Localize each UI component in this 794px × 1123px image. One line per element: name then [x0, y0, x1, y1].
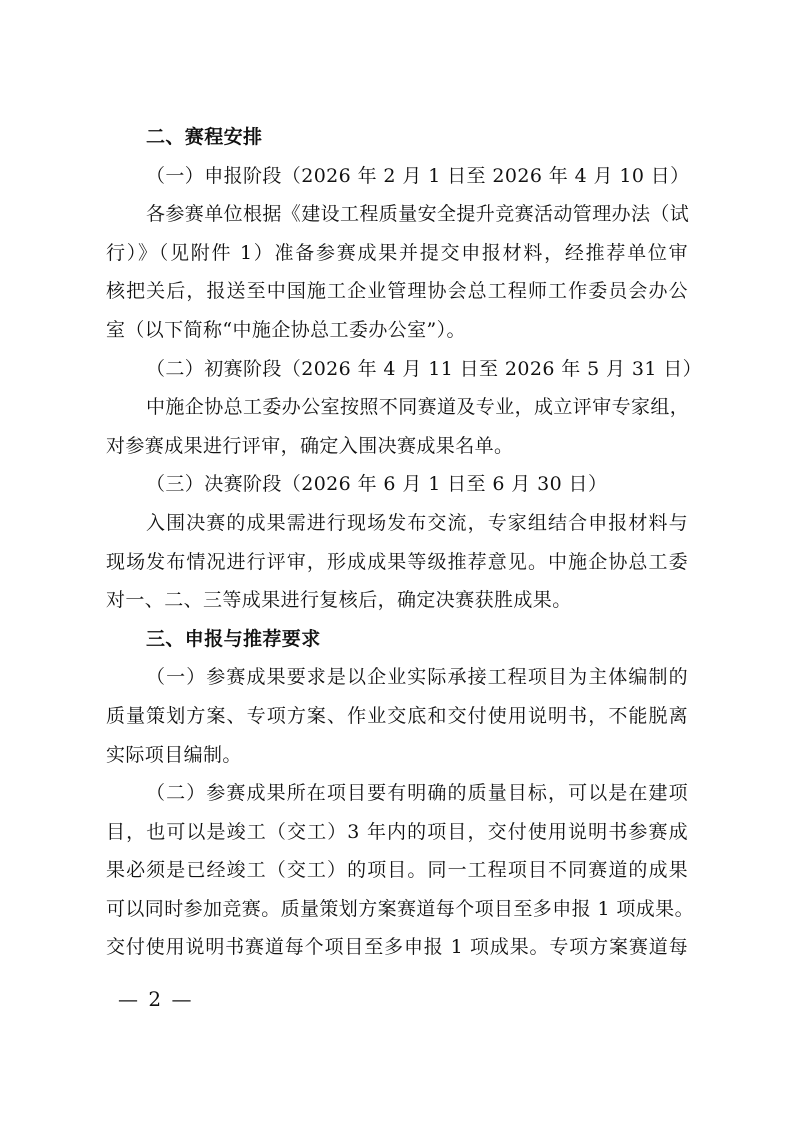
- paragraph-line: （二）参赛成果所在项目要有明确的质量目标，可以是在建项: [146, 782, 688, 805]
- paragraph-line: 对参赛成果进行评审，确定入围决赛成果名单。: [106, 434, 514, 457]
- paragraph-line: 各参赛单位根据《建设工程质量安全提升竞赛活动管理办法（试: [146, 203, 690, 226]
- stage-title-preliminary: （二）初赛阶段（2026 年 4 月 11 日至 2026 年 5 月 31 日）: [146, 357, 703, 380]
- paragraph-line: 核把关后，报送至中国施工企业管理协会总工程师工作委员会办公: [106, 280, 688, 303]
- paragraph-line: 行）》（见附件 1）准备参赛成果并提交申报材料，经推荐单位审: [106, 241, 688, 264]
- section-heading-requirements: 三、申报与推荐要求: [146, 627, 321, 650]
- paragraph-line: （一）参赛成果要求是以企业实际承接工程项目为主体编制的: [146, 666, 688, 689]
- paragraph-line: 室（以下简称“中施企协总工委办公室”）。: [106, 318, 466, 341]
- paragraph-line: 交付使用说明书赛道每个项目至多申报 1 项成果。专项方案赛道每: [106, 936, 688, 959]
- paragraph-line: 对一、二、三等成果进行复核后，确定决赛获胜成果。: [106, 589, 572, 612]
- paragraph-line: 质量策划方案、专项方案、作业交底和交付使用说明书，不能脱离: [106, 704, 688, 727]
- stage-title-application: （一）申报阶段（2026 年 2 月 1 日至 2026 年 4 月 10 日）: [146, 164, 690, 187]
- page-number: — 2 —: [118, 987, 194, 1011]
- section-heading-schedule: 二、赛程安排: [146, 126, 263, 148]
- stage-title-final: （三）决赛阶段（2026 年 6 月 1 日至 6 月 30 日）: [146, 473, 608, 496]
- paragraph-line: 实际项目编制。: [106, 743, 242, 766]
- document-body: [106, 118, 703, 967]
- paragraph-line: 可以同时参加竞赛。质量策划方案赛道每个项目至多申报 1 项成果。: [106, 897, 694, 920]
- paragraph-line: 目，也可以是竣工（交工）3 年内的项目，交付使用说明书参赛成: [106, 820, 688, 843]
- paragraph-line: 现场发布情况进行评审，形成成果等级推荐意见。中施企协总工委: [106, 550, 688, 573]
- paragraph-line: 入围决赛的成果需进行现场发布交流，专家组结合申报材料与: [146, 511, 688, 534]
- paragraph-line: 中施企协总工委办公室按照不同赛道及专业，成立评审专家组，: [146, 396, 690, 419]
- paragraph-line: 果必须是已经竣工（交工）的项目。同一工程项目不同赛道的成果: [106, 859, 688, 882]
